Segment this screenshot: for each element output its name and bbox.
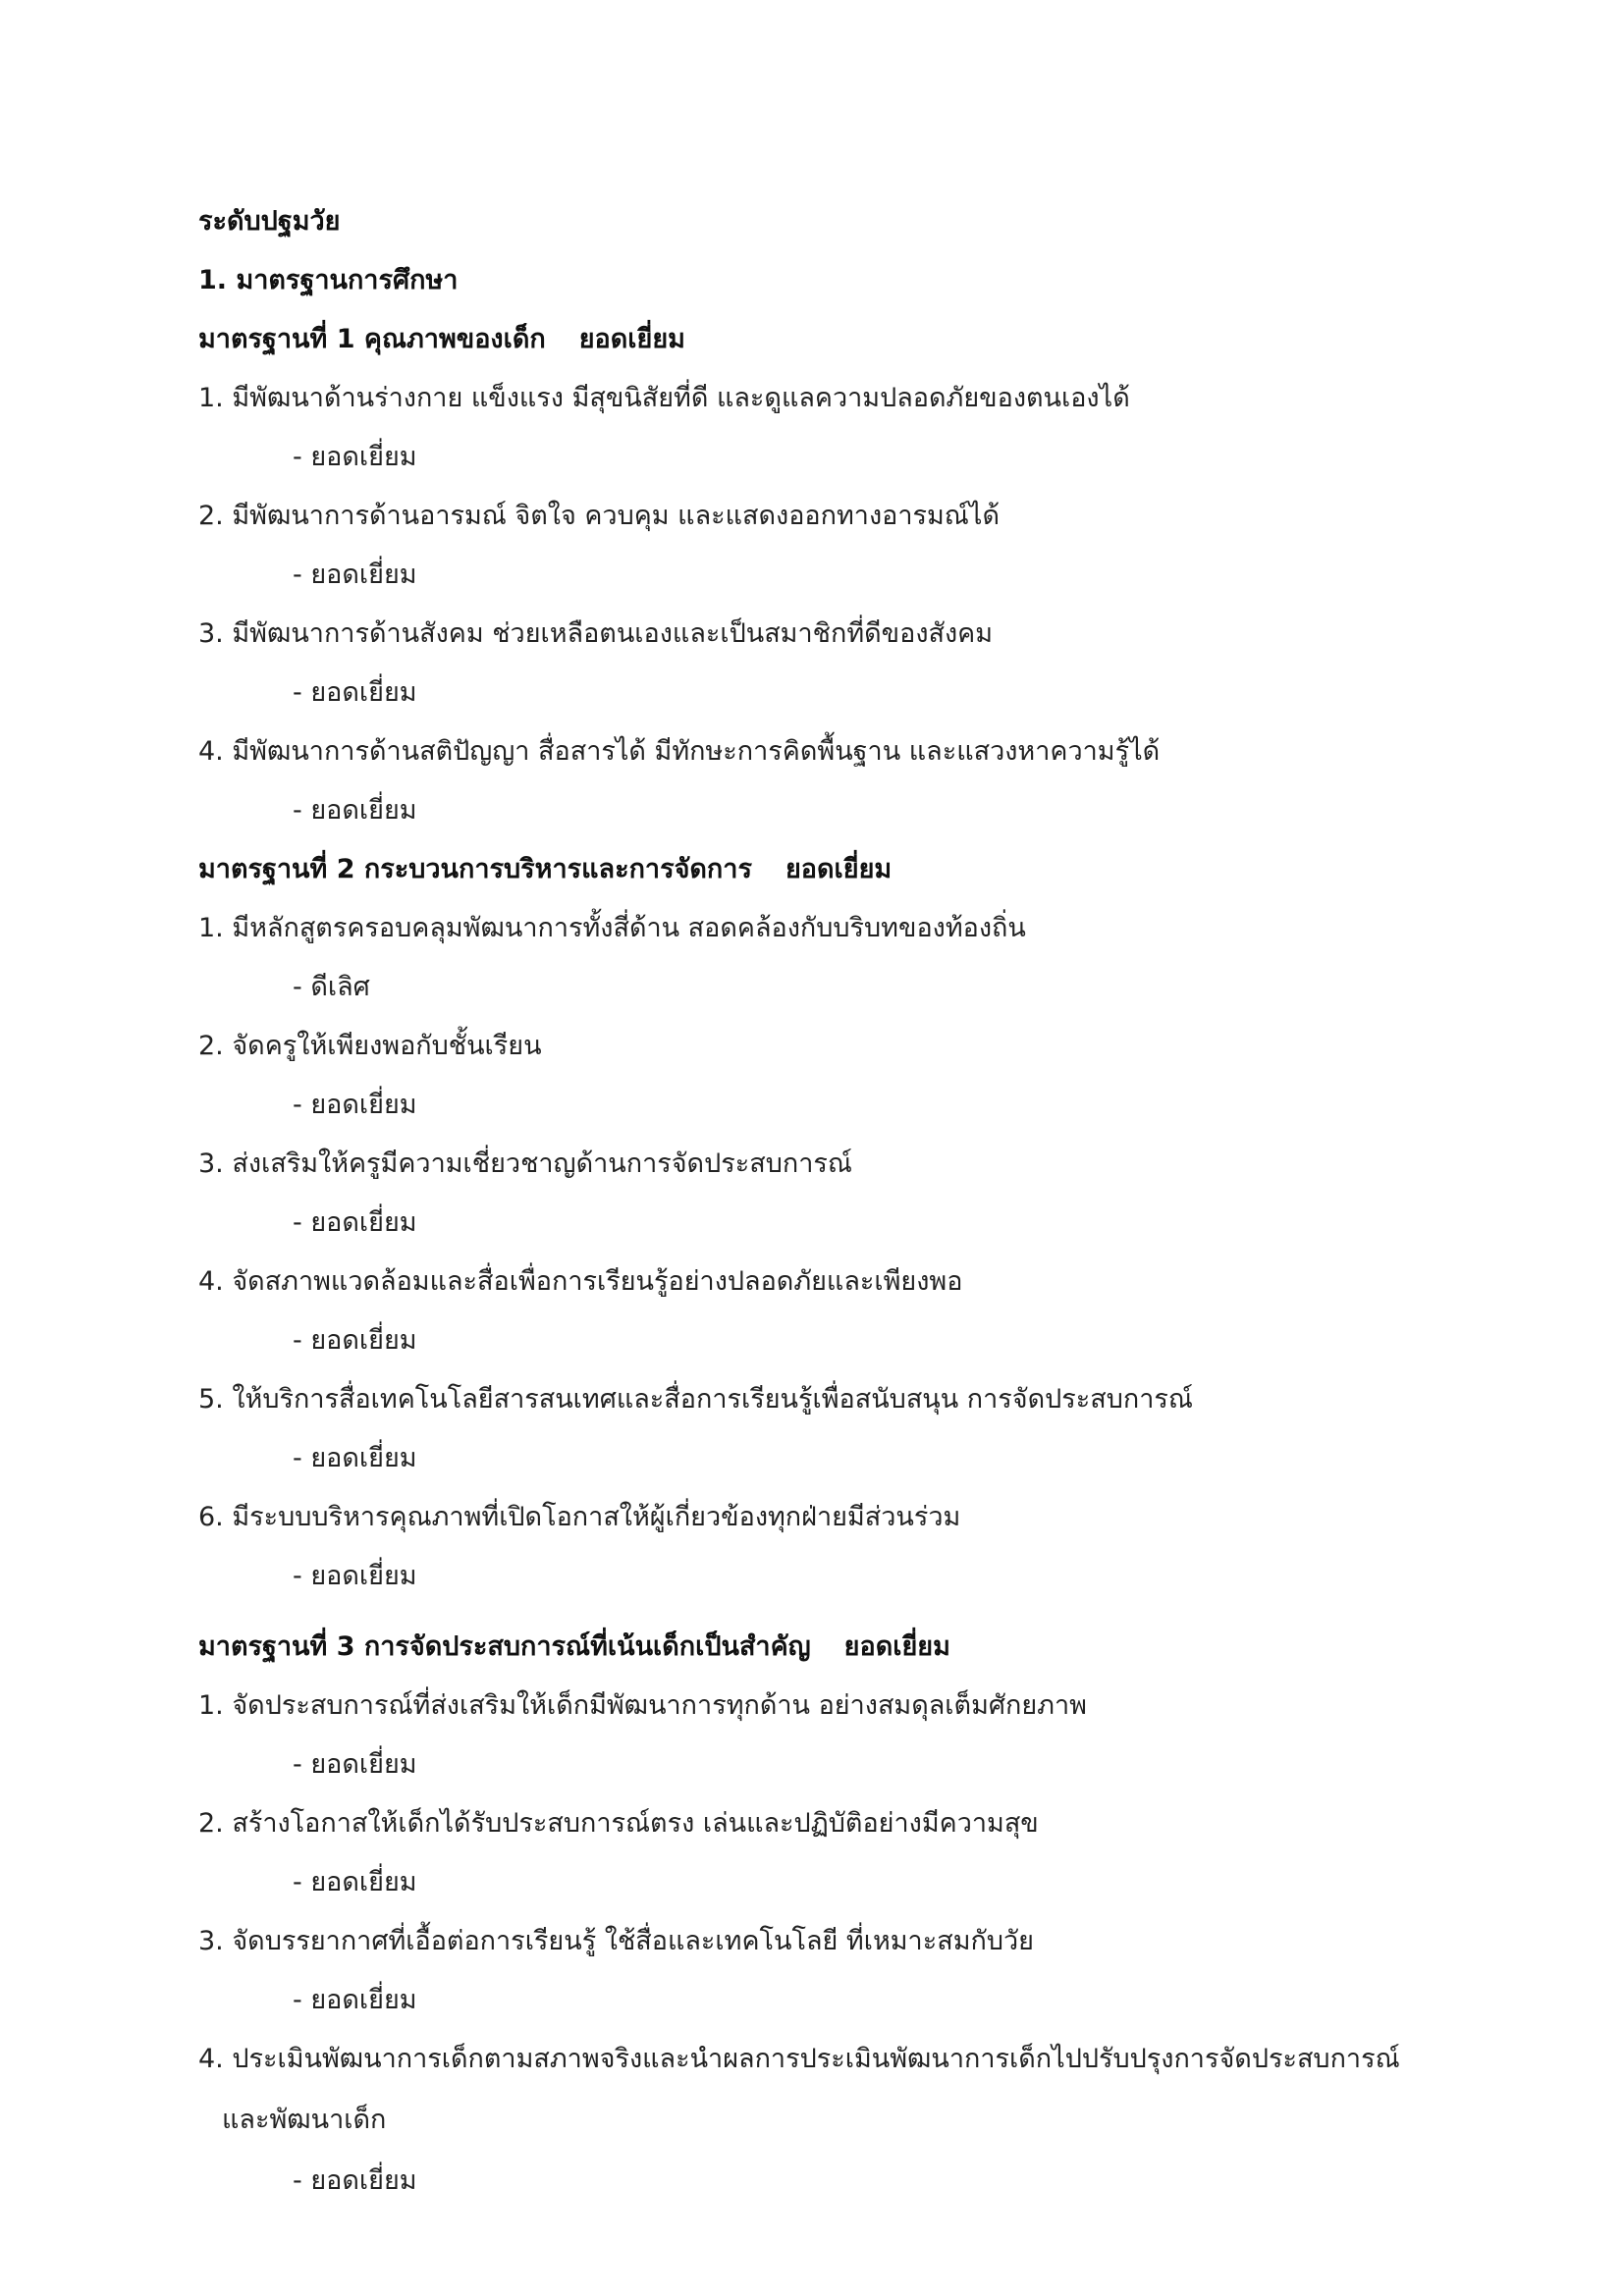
standard-3-item-2: 2. สร้างโอกาสให้เด็กได้รับประสบการณ์ตรง เล่นและปฏิบัติอย่างมีความสุข	[198, 1808, 1039, 1839]
standard-1-item-3: 3. มีพัฒนาการด้านสังคม ช่วยเหลือตนเองและเป็นสมาชิกที่ดีของสังคม	[198, 618, 994, 649]
standard-1-item-4: 4. มีพัฒนาการด้านสติปัญญา สื่อสารได้ มีทักษะการคิดพื้นฐาน และแสวงหาความรู้ได้	[198, 736, 1161, 767]
level-title: ระดับปฐมวัย	[198, 206, 341, 237]
standard-2-item-1-result: - ดีเลิศ	[293, 972, 370, 1002]
standard-3-item-4-continuation: และพัฒนาเด็ก	[222, 2105, 387, 2135]
section-title: 1. มาตรฐานการศึกษา	[198, 265, 459, 295]
standard-2-title: มาตรฐานที่ 2 กระบวนการบริหารและการจัดการ	[198, 854, 752, 884]
standard-2-item-6: 6. มีระบบบริหารคุณภาพที่เปิดโอกาสให้ผู้เกี่ยวข้องทุกฝ่ายมีส่วนร่วม	[198, 1502, 961, 1532]
standard-2-item-3: 3. ส่งเสริมให้ครูมีความเชี่ยวชาญด้านการจัดประสบการณ์	[198, 1148, 852, 1179]
standard-3-item-1: 1. จัดประสบการณ์ที่ส่งเสริมให้เด็กมีพัฒนาการทุกด้าน อย่างสมดุลเต็มศักยภาพ	[198, 1690, 1087, 1721]
standard-3-title: มาตรฐานที่ 3 การจัดประสบการณ์ที่เน้นเด็กเป็นสำคัญ	[198, 1631, 811, 1662]
standard-2-item-2-result: - ยอดเยี่ยม	[293, 1090, 417, 1120]
standard-2-item-6-result: - ยอดเยี่ยม	[293, 1561, 417, 1591]
standard-2-heading	[198, 852, 892, 887]
standard-1-title: มาตรฐานที่ 1 คุณภาพของเด็ก	[198, 324, 546, 354]
standard-3-item-4-result: - ยอดเยี่ยม	[293, 2165, 417, 2196]
standard-1-item-4-result: - ยอดเยี่ยม	[293, 795, 417, 826]
standard-3-item-3-result: - ยอดเยี่ยม	[293, 1985, 417, 2015]
standard-2-item-5-result: - ยอดเยี่ยม	[293, 1443, 417, 1473]
standard-3-item-1-result: - ยอดเยี่ยม	[293, 1749, 417, 1780]
standard-2-item-5: 5. ให้บริการสื่อเทคโนโลยีสารสนเทศและสื่อการเรียนรู้เพื่อสนับสนุน การจัดประสบการณ์	[198, 1384, 1193, 1415]
standard-1-heading	[198, 322, 685, 357]
standard-3-rating: ยอดเยี่ยม	[843, 1631, 950, 1662]
standard-2-item-4: 4. จัดสภาพแวดล้อมและสื่อเพื่อการเรียนรู้อย่างปลอดภัยและเพียงพอ	[198, 1266, 963, 1297]
standard-3-item-3: 3. จัดบรรยากาศที่เอื้อต่อการเรียนรู้ ใช้สื่อและเทคโนโลยี ที่เหมาะสมกับวัย	[198, 1926, 1034, 1956]
standard-1-item-3-result: - ยอดเยี่ยม	[293, 677, 417, 708]
standard-3-item-4: 4. ประเมินพัฒนาการเด็กตามสภาพจริงและนำผลการประเมินพัฒนาการเด็กไปปรับปรุงการจัดประสบการณ์	[198, 2044, 1400, 2074]
standard-2-item-4-result: - ยอดเยี่ยม	[293, 1325, 417, 1356]
standard-2-rating: ยอดเยี่ยม	[785, 854, 893, 884]
standard-1-item-2: 2. มีพัฒนาการด้านอารมณ์ จิตใจ ควบคุม และแสดงออกทางอารมณ์ได้	[198, 501, 1000, 531]
standard-1-item-2-result: - ยอดเยี่ยม	[293, 560, 417, 590]
standard-2-item-3-result: - ยอดเยี่ยม	[293, 1207, 417, 1238]
standard-2-item-1: 1. มีหลักสูตรครอบคลุมพัฒนาการทั้งสี่ด้าน สอดคล้องกับบริบทของท้องถิ่น	[198, 913, 1026, 943]
standard-3-heading	[198, 1629, 950, 1665]
standard-1-rating: ยอดเยี่ยม	[578, 324, 685, 354]
standard-1-item-1: 1. มีพัฒนาด้านร่างกาย แข็งแรง มีสุขนิสัยที่ดี และดูแลความปลอดภัยของตนเองได้	[198, 383, 1130, 413]
standard-2-item-2: 2. จัดครูให้เพียงพอกับชั้นเรียน	[198, 1031, 542, 1061]
standard-1-item-1-result: - ยอดเยี่ยม	[293, 442, 417, 472]
standard-3-item-2-result: - ยอดเยี่ยม	[293, 1867, 417, 1897]
